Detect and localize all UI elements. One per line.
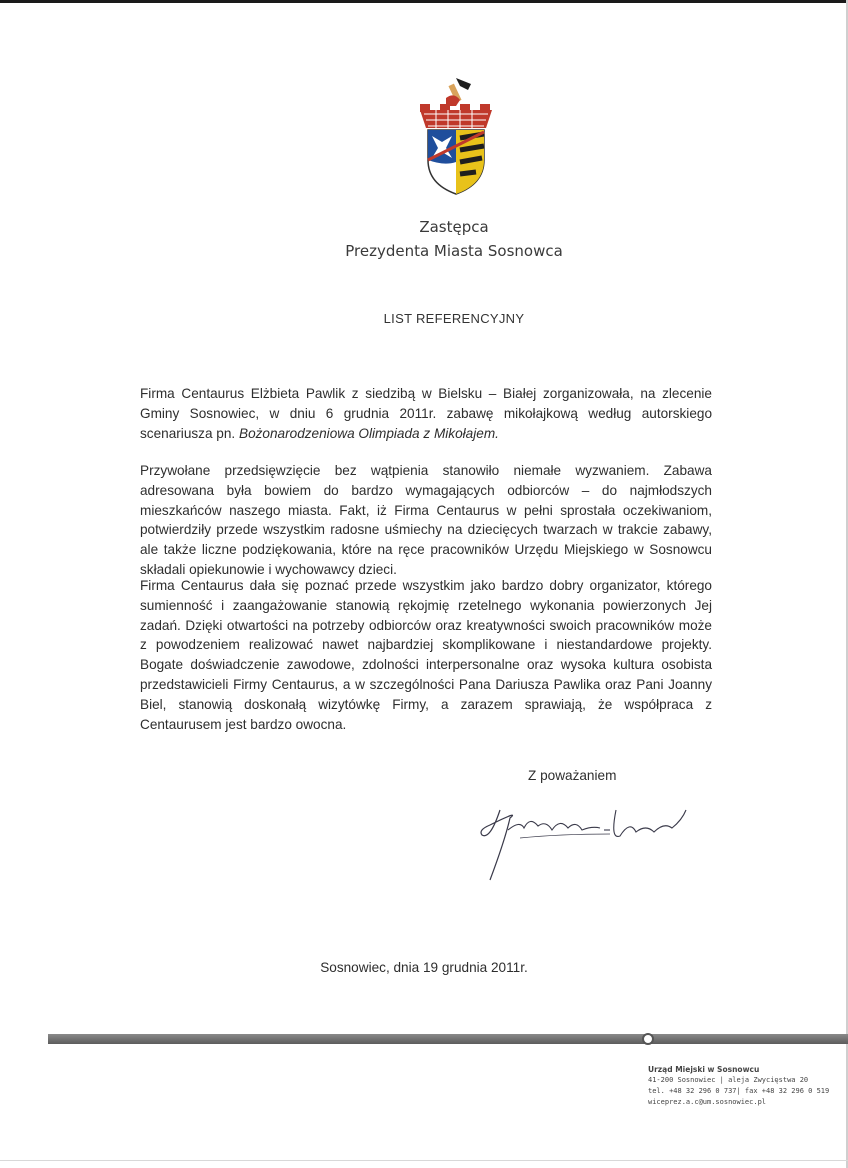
paragraph-1-text: Firma Centaurus Elżbieta Pawlik z siedzibą w Bielsku – Białej zorganizowała, na zlecenie Gminy Sosnowiec, w dniu 6 grudnia 2011r. zabawę mikołajkową według autorskiego scenariusza pn. bbox=[140, 386, 712, 441]
footer-contact bbox=[648, 1064, 829, 1108]
scan-edge-bottom bbox=[0, 1160, 848, 1161]
shield bbox=[428, 130, 484, 194]
closing-salutation: Z poważaniem bbox=[528, 768, 617, 783]
scan-edge-top bbox=[0, 0, 848, 3]
paragraph-3: Firma Centaurus dała się poznać przede wszystkim jako bardzo dobry organizator, którego sumienność i zaangażowanie stanowią rękojmię rzetelnego wykonania powierzonych Jej zadań. Dzięki otwartości na potrzeby odbiorców oraz kreatywności swoich pracowników może z powodzeniem realizować nawet najbardziej skomplikowane i niestandardowe projekty. Bogate doświadczenie zawodowe, zdolności interpersonalne oraz wysoka kultura osobista przedstawicieli Firmy Centaurus, a w szczególności Pana Dariusza Pawlika oraz Pani Joanny Biel, stanowią doskonałą wizytówkę Firmy, a zarazem sprawiają, że współpraca z Centaurusem jest bardzo owocna. bbox=[140, 578, 712, 732]
event-name: Bożonarodzeniowa Olimpiada z Mikołajem. bbox=[239, 425, 499, 441]
document-title: LIST REFERENCYJNY bbox=[383, 311, 525, 326]
city-crest-icon bbox=[416, 76, 496, 196]
footer-bar bbox=[48, 1034, 848, 1044]
paragraph-2: Przywołane przedsięwzięcie bez wątpienia stanowiło niemałe wyzwaniem. Zabawa adresowana była bowiem do bardzo wymagających odbiorców – do najmłodszych mieszkańców naszego miasta. Fakt, iż Firma Centaurus w pełni sprostała oczekiwaniom, potwierdziły przede wszystkim radosne uśmiechy na dziecięcych twarzach w trakcie zabawy, ale także liczne podziękowania, które na ręce pracowników Urzędu Miejskiego w Sosnowcu składali opiekunowie i wychowawcy dzieci. bbox=[140, 463, 712, 577]
paragraph-1 bbox=[140, 384, 712, 443]
office-title-line2: Prezydenta Miasta Sosnowca bbox=[345, 242, 563, 260]
footer-phone: tel. +48 32 296 0 737| fax +48 32 296 0 519 bbox=[648, 1087, 830, 1095]
place-and-date: Sosnowiec, dnia 19 grudnia 2011r. bbox=[320, 960, 528, 975]
signature-icon bbox=[460, 780, 700, 890]
hammer-icon bbox=[446, 78, 471, 106]
footer-dot-icon bbox=[642, 1033, 654, 1045]
footer-org: Urząd Miejski w Sosnowcu bbox=[648, 1065, 760, 1074]
footer-address: 41-200 Sosnowiec | aleja Zwycięstwa 20 bbox=[648, 1076, 809, 1084]
footer-email: wiceprez.a.c@um.sosnowiec.pl bbox=[648, 1098, 767, 1106]
brick-crown bbox=[420, 104, 492, 128]
office-title-line1: Zastępca bbox=[419, 218, 489, 236]
